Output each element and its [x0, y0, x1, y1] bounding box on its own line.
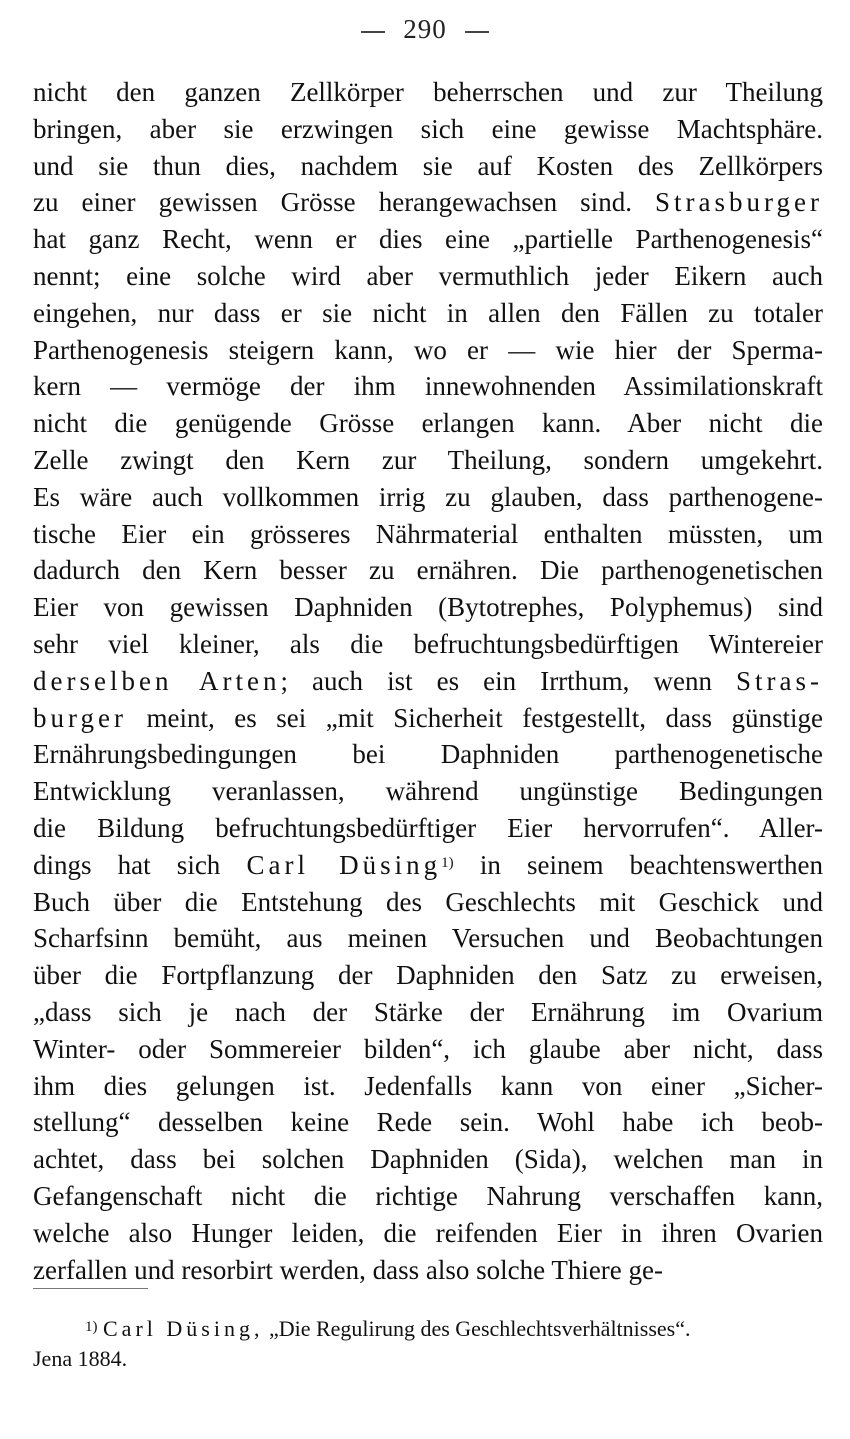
text-fragment: zu einer gewissen Grösse herangewachsen sind. — [33, 187, 632, 218]
header-dash-left — [361, 31, 385, 33]
footnote — [33, 1314, 823, 1374]
text-line: Parthenogenesis steigern kann, wo er — wie hier der Sperma- — [33, 334, 823, 365]
text-line: stellung“ desselben keine Rede sein. Wohl habe ich beob- — [33, 1107, 823, 1138]
text-line: Gefangenschaft nicht die richtige Nahrung verschaffen kann, — [33, 1180, 823, 1211]
text-fragment: meint, es sei „mit Sicherheit festgestellt, dass günstige — [146, 702, 823, 733]
text-line: sehr viel kleiner, als die befruchtungsbedürftigen Wintereier — [33, 628, 823, 659]
text-line — [33, 663, 823, 700]
text-line: Eier von gewissen Daphniden (Bytotrephes, Polyphemus) sind — [33, 592, 823, 623]
text-line: ihm dies gelungen ist. Jedenfalls kann von einer „Sicher- — [33, 1070, 823, 1101]
text-line: welche also Hunger leiden, die reifenden Eier in ihren Ovarien — [33, 1217, 823, 1248]
text-line: achtet, dass bei solchen Daphniden (Sida), welchen man in — [33, 1144, 823, 1175]
text-line: Ernährungsbedingungen bei Daphniden parthenogenetische — [33, 739, 823, 770]
header-dash-right — [465, 31, 489, 33]
text-fragment: in seinem beachtenswerthen — [479, 849, 824, 880]
text-line: Buch über die Entstehung des Geschlechts mit Geschick und — [33, 886, 823, 917]
footnote-line: Jena 1884. — [33, 1346, 128, 1371]
text-line: kern — vermöge der ihm innewohnenden Assimilationskraft — [33, 371, 823, 402]
page-header — [0, 14, 850, 45]
text-line: zerfallen und resorbirt werden, dass also solche Thiere ge- — [33, 1254, 664, 1285]
text-line: nicht die genügende Grösse erlangen kann. Aber nicht die — [33, 408, 823, 439]
page-number: 290 — [403, 14, 447, 44]
footnote-author: Carl Düsing, — [103, 1316, 264, 1341]
author-name-carl-duesing: Carl Düsing — [246, 849, 442, 880]
footnote-title: „Die Regulirung des Geschlechtsverhältnisses“. — [268, 1316, 691, 1341]
body-text — [33, 74, 823, 1288]
text-fragment: ; auch ist es ein Irrthum, wenn — [280, 665, 712, 696]
footnote-separator — [33, 1288, 148, 1289]
text-line: dadurch den Kern besser zu ernähren. Die parthenogenetischen — [33, 555, 823, 586]
text-line: und sie thun dies, nachdem sie auf Kosten des Zellkörpers — [33, 150, 823, 181]
text-line: Es wäre auch vollkommen irrig zu glauben, dass parthenogene- — [33, 481, 823, 512]
text-line: Entwicklung veranlassen, während ungünstige Bedingungen — [33, 776, 823, 807]
text-line: nennt; eine solche wird aber vermuthlich jeder Eikern auch — [33, 260, 823, 291]
text-line: „dass sich je nach der Stärke der Ernährung im Ovarium — [33, 996, 823, 1027]
footnote-line — [33, 1314, 823, 1344]
text-fragment: dings hat sich — [33, 849, 221, 880]
text-line: tische Eier ein grösseres Nährmaterial enthalten müssten, um — [33, 518, 823, 549]
text-line — [33, 700, 823, 737]
author-name-stras: Stras- — [736, 665, 824, 696]
text-line: Winter- oder Sommereier bilden“, ich glaube aber nicht, dass — [33, 1033, 823, 1064]
text-line: die Bildung befruchtungsbedürftiger Eier hervorrufen“. Aller- — [33, 812, 823, 843]
text-line: nicht den ganzen Zellkörper beherrschen und zur Theilung — [33, 77, 823, 107]
author-name-strasburger: Strasburger — [655, 187, 824, 218]
footnote-marker: 1) — [85, 1319, 98, 1335]
text-line: bringen, aber sie erzwingen sich eine gewisse Machtsphäre. — [33, 113, 823, 144]
text-line — [33, 184, 823, 221]
text-line: über die Fortpflanzung der Daphniden den Satz zu erweisen, — [33, 960, 823, 991]
text-line: hat ganz Recht, wenn er dies eine „partielle Parthenogenesis“ — [33, 224, 823, 255]
text-line — [33, 847, 823, 884]
author-name-burger: burger — [33, 702, 127, 733]
emphasis-derselben-arten: derselben Arten — [33, 665, 281, 696]
footnote-reference[interactable]: 1) — [441, 854, 454, 871]
text-line: Zelle zwingt den Kern zur Theilung, sondern umgekehrt. — [33, 444, 823, 475]
text-line: eingehen, nur dass er sie nicht in allen den Fällen zu totaler — [33, 297, 823, 328]
text-line: Scharfsinn bemüht, aus meinen Versuchen und Beobachtungen — [33, 923, 823, 954]
